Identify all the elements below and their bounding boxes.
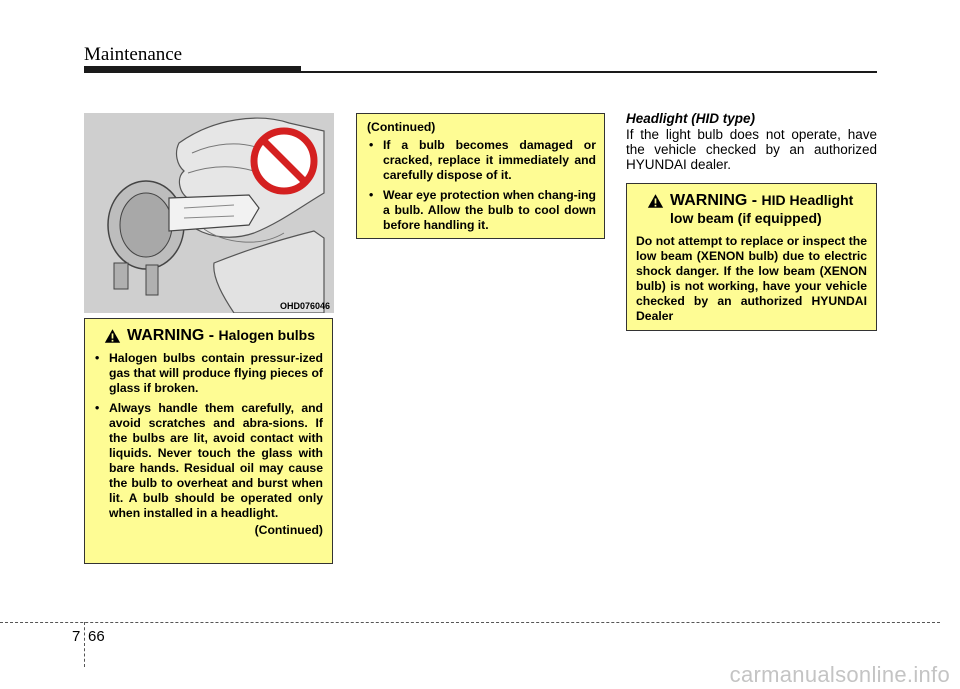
warning-item: • Halogen bulbs contain pressur-ized gas that will produce flying pieces of glass if broken.: [93, 351, 323, 396]
warning-triangle-icon: [104, 328, 121, 344]
warning-heading: [636, 192, 867, 227]
header-bar-thin: [301, 71, 877, 73]
warning-label: WARNING -: [127, 327, 219, 344]
footer-divider: [0, 622, 940, 623]
footer-vertical-divider: [84, 622, 85, 667]
warning-item: • Wear eye protection when chang-ing a bulb. Allow the bulb to cool down before handling it.: [367, 188, 596, 233]
warning-box-halogen: [84, 318, 333, 564]
page-header-title: Maintenance: [84, 44, 183, 65]
warning-item: • Always handle them carefully, and avoid scratches and abra-sions. If the bulbs are lit, avoid contact with liquids. Never touch the glass with bare hands. Residual oil may cause the bulb to overheat and burst when lit. A bulb should be operated only when installed in a headlight.: [93, 401, 323, 521]
figure-caption: OHD076046: [279, 301, 330, 311]
warning-heading: [93, 327, 323, 345]
warning-list: [367, 138, 596, 233]
warning-box-hid: [626, 183, 877, 331]
warning-box-continued: [356, 113, 605, 239]
chapter-number: 7: [72, 628, 81, 645]
warning-list: [93, 351, 323, 521]
continued-note: (Continued): [254, 523, 323, 537]
warning-body: Do not attempt to replace or inspect the low beam (XENON bulb) due to electric shock danger. If the low beam (XENON bulb) is not working, have your vehicle checked by an authorized HYUNDAI Dealer: [636, 234, 867, 323]
page-number: 66: [88, 628, 105, 645]
warning-subtitle: Halogen bulbs: [218, 327, 315, 343]
section-body: If the light bulb does not operate, have the vehicle checked by an authorized HYUNDAI dealer.: [626, 127, 877, 172]
warning-item: • If a bulb becomes damaged or cracked, replace it immediately and carefully dispose of it.: [367, 138, 596, 183]
bulb-illustration: [84, 113, 334, 313]
warning-subtitle: HID Headlight low beam (if equipped): [670, 192, 854, 226]
hand-holding-bulb-drawing: [84, 113, 334, 313]
warning-label: WARNING -: [670, 192, 762, 209]
section-title: Headlight (HID type): [626, 111, 756, 126]
warning-triangle-icon: [647, 193, 664, 209]
watermark: carmanualsonline.info: [729, 662, 950, 687]
continued-heading: (Continued): [367, 120, 436, 134]
header-bar-thick: [84, 66, 301, 73]
